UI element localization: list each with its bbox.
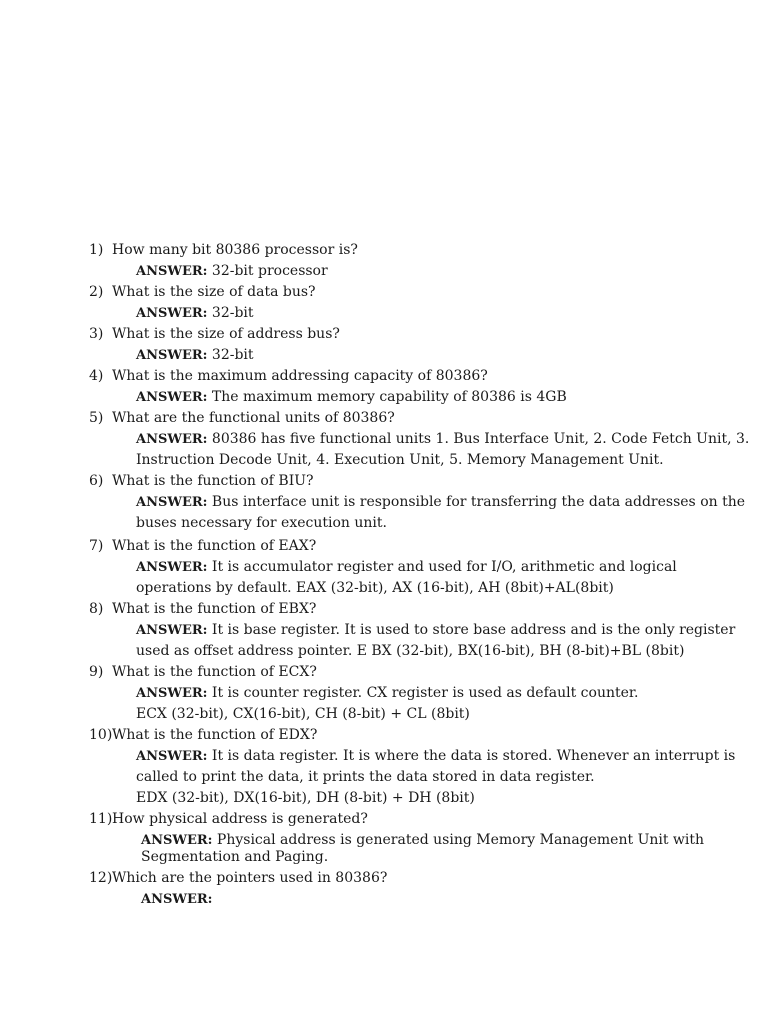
answer	[0, 387, 768, 408]
answer-line	[136, 261, 682, 282]
answer-text: 32-bit	[211, 347, 254, 363]
qa-item	[0, 240, 768, 282]
question	[0, 725, 768, 746]
answer	[0, 492, 768, 534]
answer	[0, 830, 768, 868]
question	[0, 324, 768, 345]
answer	[0, 746, 768, 809]
question	[0, 868, 768, 889]
answer-line	[141, 891, 682, 908]
question-text: What is the function of EDX?	[112, 727, 318, 743]
answer-label: ANSWER:	[136, 560, 208, 575]
answer-label: ANSWER:	[136, 623, 208, 638]
answer-line	[136, 429, 750, 450]
answer-line	[136, 683, 682, 704]
answer-text: It is counter register. CX register is used as default counter.	[211, 685, 639, 701]
question	[0, 471, 768, 492]
question-number: 8)	[89, 601, 104, 617]
answer-label: ANSWER:	[136, 348, 208, 363]
answer-line: ECX (32-bit), CX(16-bit), CH (8-bit) + CL (8bit)	[136, 706, 470, 722]
question-text: What is the maximum addressing capacity of 80386?	[112, 368, 488, 384]
answer-line: EDX (32-bit), DX(16-bit), DH (8-bit) + DH (8bit)	[136, 790, 475, 806]
question-number: 9)	[89, 664, 104, 680]
answer-line: called to print the data, it prints the data stored in data register.	[136, 769, 595, 785]
answer-text: 80386 has five functional units 1. Bus Interface Unit, 2. Code Fetch Unit, 3.	[211, 431, 750, 447]
answer-line: used as offset address pointer. E BX (32-bit), BX(16-bit), BH (8-bit)+BL (8bit)	[136, 643, 685, 659]
answer-label: ANSWER:	[136, 432, 208, 447]
question-text: What is the size of data bus?	[112, 284, 316, 300]
answer-line	[136, 557, 682, 578]
question-number: 7)	[89, 538, 104, 554]
qa-item	[0, 599, 768, 662]
question-text: What is the function of BIU?	[112, 473, 314, 489]
question	[0, 408, 768, 429]
answer-label: ANSWER:	[136, 686, 208, 701]
question-text: How many bit 80386 processor is?	[112, 242, 358, 258]
answer-text: Bus interface unit is responsible for transferring the data addresses on the	[211, 494, 746, 510]
answer-line: Segmentation and Paging.	[141, 849, 329, 865]
question-text: Which are the pointers used in 80386?	[112, 870, 388, 886]
answer-label: ANSWER:	[136, 749, 208, 764]
answer-line	[136, 387, 682, 408]
qa-item	[0, 408, 768, 471]
answer-text: It is accumulator register and used for I/O, arithmetic and logical	[211, 559, 677, 575]
qa-item	[0, 536, 768, 599]
answer	[0, 261, 768, 282]
question	[0, 536, 768, 557]
answer	[0, 345, 768, 366]
question-number: 5)	[89, 410, 104, 426]
question	[0, 282, 768, 303]
qa-item	[0, 471, 768, 534]
answer-text: Physical address is generated using Memory Management Unit with	[216, 832, 705, 848]
answer-text: 32-bit	[211, 305, 254, 321]
answer-text: It is base register. It is used to store base address and is the only register	[211, 622, 736, 638]
question-number: 10)	[89, 727, 113, 743]
answer-label: ANSWER:	[141, 833, 213, 848]
qa-item	[0, 282, 768, 324]
answer	[0, 303, 768, 324]
answer-label: ANSWER:	[141, 892, 213, 907]
answer-line	[141, 832, 705, 849]
question-number: 4)	[89, 368, 104, 384]
qa-item	[0, 725, 768, 809]
question	[0, 599, 768, 620]
qa-item	[0, 662, 768, 725]
question-number: 2)	[89, 284, 104, 300]
answer-line	[136, 303, 682, 324]
question-number: 11)	[89, 811, 113, 827]
question-text: What are the functional units of 80386?	[112, 410, 395, 426]
question-text: What is the function of ECX?	[112, 664, 317, 680]
question	[0, 662, 768, 683]
question-number: 6)	[89, 473, 104, 489]
answer-label: ANSWER:	[136, 495, 208, 510]
question-text: How physical address is generated?	[112, 811, 368, 827]
answer	[0, 683, 768, 725]
answer-text: It is data register. It is where the data is stored. Whenever an interrupt is	[211, 748, 736, 764]
answer-label: ANSWER:	[136, 390, 208, 405]
answer-line: operations by default. EAX (32-bit), AX (16-bit), AH (8bit)+AL(8bit)	[136, 580, 614, 596]
question-number: 12)	[89, 870, 113, 886]
question	[0, 809, 768, 830]
answer-label: ANSWER:	[136, 264, 208, 279]
question-text: What is the size of address bus?	[112, 326, 340, 342]
question-text: What is the function of EAX?	[112, 538, 317, 554]
question-number: 3)	[89, 326, 104, 342]
answer-line: Instruction Decode Unit, 4. Execution Unit, 5. Memory Management Unit.	[136, 452, 664, 468]
answer	[0, 620, 768, 662]
answer-line	[136, 345, 682, 366]
question-text: What is the function of EBX?	[112, 601, 317, 617]
answer-text: 32-bit processor	[211, 263, 328, 279]
qa-item	[0, 809, 768, 868]
answer	[0, 557, 768, 599]
qa-item	[0, 366, 768, 408]
qa-item	[0, 324, 768, 366]
answer-line	[136, 492, 746, 513]
question	[0, 366, 768, 387]
answer-line	[136, 620, 736, 641]
question-number: 1)	[89, 242, 104, 258]
answer	[0, 889, 768, 910]
answer-line: buses necessary for execution unit.	[136, 515, 387, 531]
answer-label: ANSWER:	[136, 306, 208, 321]
answer-text: The maximum memory capability of 80386 is 4GB	[211, 389, 567, 405]
answer	[0, 429, 768, 471]
answer-line	[136, 746, 736, 767]
qa-item	[0, 868, 768, 910]
question	[0, 240, 768, 261]
qa-list	[0, 240, 768, 910]
